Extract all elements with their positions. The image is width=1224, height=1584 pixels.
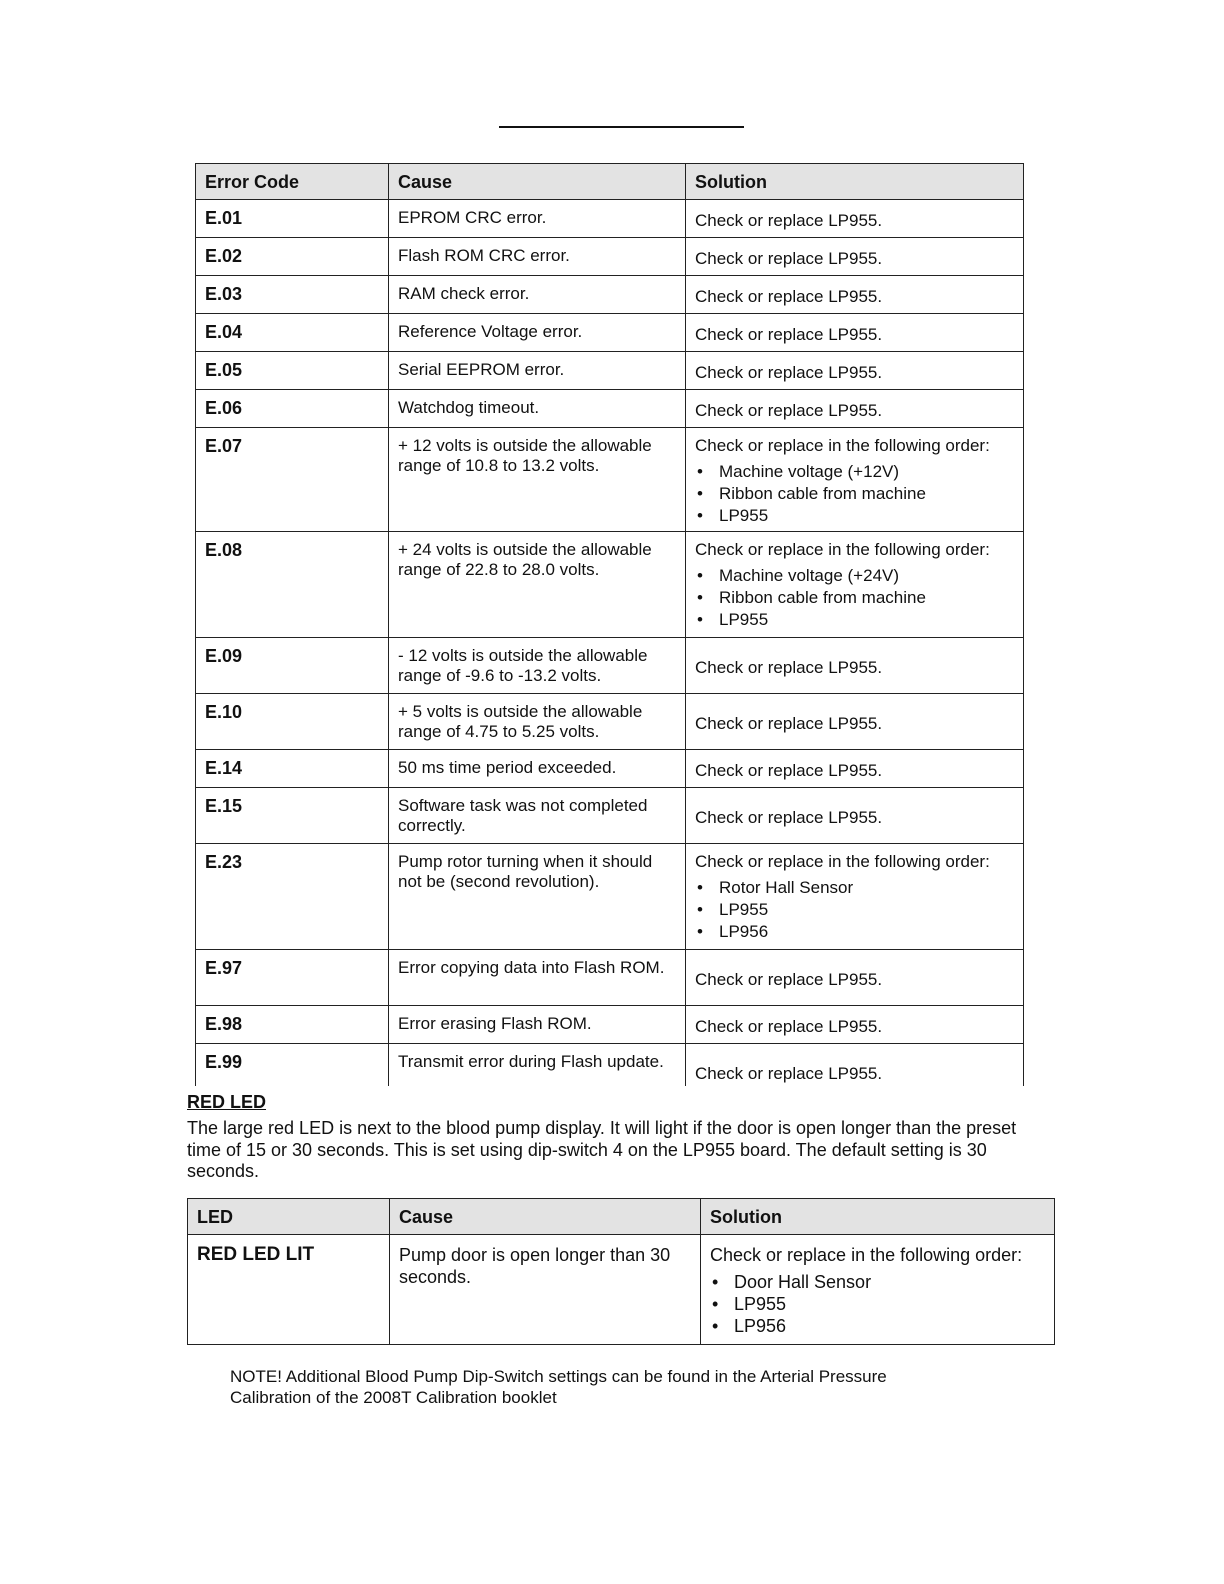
- solution-intro: Check or replace in the following order:: [710, 1245, 1023, 1265]
- list-item: • LP955: [734, 1293, 1045, 1315]
- red-led-description: The large red LED is next to the blood pump display. It will light if the door is open longer than the preset time of 15 or 30 seconds. This is set using dip-switch 4 on the LP955 board. The default setting is 30 seconds.: [187, 1118, 1017, 1181]
- table-row: [196, 200, 1024, 238]
- code-cell: E.97: [196, 950, 389, 1006]
- cause-cell: + 12 volts is outside the allowable range of 10.8 to 13.2 volts.: [389, 428, 686, 532]
- list-item: • LP955: [719, 505, 1014, 527]
- solution-cell: Check or replace LP955.: [686, 238, 1024, 276]
- solution-cell: Check or replace LP955.: [686, 950, 1024, 1006]
- solution-cell: Check or replace LP955.: [686, 352, 1024, 390]
- header-solution: Solution: [701, 1199, 1055, 1235]
- solution-cell: Check or replace LP955.: [686, 1044, 1024, 1087]
- table-row: [196, 428, 1024, 532]
- solution-steps-list: [710, 1271, 1045, 1337]
- list-item: • LP955: [719, 609, 1014, 631]
- error-code-table: [195, 163, 1024, 1086]
- code-cell: E.07: [196, 428, 389, 532]
- cause-cell: + 5 volts is outside the allowable range of 4.75 to 5.25 volts.: [389, 694, 686, 750]
- cause-cell: Transmit error during Flash update.: [389, 1044, 686, 1087]
- cause-cell: Error copying data into Flash ROM.: [389, 950, 686, 1006]
- table-row: [196, 352, 1024, 390]
- led-table: [187, 1198, 1055, 1345]
- solution-cell: Check or replace LP955.: [686, 314, 1024, 352]
- code-cell: RED LED LIT: [188, 1235, 390, 1345]
- table-header-row: [188, 1199, 1055, 1235]
- solution-cell: Check or replace LP955.: [686, 694, 1024, 750]
- table-row: [196, 390, 1024, 428]
- list-item: • Rotor Hall Sensor: [719, 877, 1014, 899]
- list-item: • LP956: [734, 1315, 1045, 1337]
- solution-intro: Check or replace in the following order:: [695, 852, 990, 871]
- code-cell: E.04: [196, 314, 389, 352]
- table-row: [196, 238, 1024, 276]
- code-cell: E.99: [196, 1044, 389, 1087]
- table-row: [196, 1044, 1024, 1087]
- solution-cell: [686, 532, 1024, 638]
- red-led-heading: RED LED: [187, 1092, 267, 1112]
- code-cell: E.02: [196, 238, 389, 276]
- list-item: • LP956: [719, 921, 1014, 943]
- cause-cell: Reference Voltage error.: [389, 314, 686, 352]
- table-row: [196, 1006, 1024, 1044]
- code-cell: E.98: [196, 1006, 389, 1044]
- table-row: [196, 788, 1024, 844]
- list-item: • Ribbon cable from machine: [719, 483, 1014, 505]
- cause-cell: Error erasing Flash ROM.: [389, 1006, 686, 1044]
- code-cell: E.23: [196, 844, 389, 950]
- cause-cell: Flash ROM CRC error.: [389, 238, 686, 276]
- solution-cell: Check or replace LP955.: [686, 390, 1024, 428]
- table-row: [196, 844, 1024, 950]
- solution-cell: Check or replace LP955.: [686, 1006, 1024, 1044]
- cause-cell: Pump rotor turning when it should not be (second revolution).: [389, 844, 686, 950]
- solution-cell: Check or replace LP955.: [686, 750, 1024, 788]
- solution-steps-list: [695, 877, 1014, 943]
- list-item: • LP955: [719, 899, 1014, 921]
- solution-cell: [701, 1235, 1055, 1345]
- cause-cell: 50 ms time period exceeded.: [389, 750, 686, 788]
- code-cell: E.06: [196, 390, 389, 428]
- solution-intro: Check or replace in the following order:: [695, 436, 990, 455]
- cause-cell: EPROM CRC error.: [389, 200, 686, 238]
- error-table-body: [196, 200, 1024, 1087]
- cause-cell: RAM check error.: [389, 276, 686, 314]
- table-row: [196, 638, 1024, 694]
- table-row: [196, 314, 1024, 352]
- code-cell: E.01: [196, 200, 389, 238]
- code-cell: E.09: [196, 638, 389, 694]
- cause-cell: Pump door is open longer than 30 seconds.: [390, 1235, 701, 1345]
- list-item: • Machine voltage (+24V): [719, 565, 1014, 587]
- solution-steps-list: [695, 461, 1014, 527]
- cause-cell: - 12 volts is outside the allowable range of -9.6 to -13.2 volts.: [389, 638, 686, 694]
- table-row: [196, 750, 1024, 788]
- header-error-code: Error Code: [196, 164, 389, 200]
- calibration-note: NOTE! Additional Blood Pump Dip-Switch settings can be found in the Arterial Pressure Calibration of the 2008T Calibration booklet: [230, 1367, 887, 1407]
- code-cell: E.15: [196, 788, 389, 844]
- table-row: [196, 950, 1024, 1006]
- cause-cell: Software task was not completed correctly.: [389, 788, 686, 844]
- list-item: • Door Hall Sensor: [734, 1271, 1045, 1293]
- solution-cell: Check or replace LP955.: [686, 638, 1024, 694]
- solution-steps-list: [695, 565, 1014, 631]
- code-cell: E.08: [196, 532, 389, 638]
- table-row: [196, 694, 1024, 750]
- code-cell: E.10: [196, 694, 389, 750]
- table-row: [196, 276, 1024, 314]
- table-row: [188, 1235, 1055, 1345]
- led-table-body: [188, 1235, 1055, 1345]
- table-row: [196, 532, 1024, 638]
- header-cause: Cause: [389, 164, 686, 200]
- header-led: LED: [188, 1199, 390, 1235]
- cause-cell: + 24 volts is outside the allowable range of 22.8 to 28.0 volts.: [389, 532, 686, 638]
- header-cause: Cause: [390, 1199, 701, 1235]
- cause-cell: Serial EEPROM error.: [389, 352, 686, 390]
- table-header-row: [196, 164, 1024, 200]
- code-cell: E.14: [196, 750, 389, 788]
- solution-cell: [686, 428, 1024, 532]
- cause-cell: Watchdog timeout.: [389, 390, 686, 428]
- solution-cell: Check or replace LP955.: [686, 788, 1024, 844]
- code-cell: E.03: [196, 276, 389, 314]
- list-item: • Machine voltage (+12V): [719, 461, 1014, 483]
- list-item: • Ribbon cable from machine: [719, 587, 1014, 609]
- header-solution: Solution: [686, 164, 1024, 200]
- solution-intro: Check or replace in the following order:: [695, 540, 990, 559]
- code-cell: E.05: [196, 352, 389, 390]
- solution-cell: Check or replace LP955.: [686, 276, 1024, 314]
- solution-cell: Check or replace LP955.: [686, 200, 1024, 238]
- solution-cell: [686, 844, 1024, 950]
